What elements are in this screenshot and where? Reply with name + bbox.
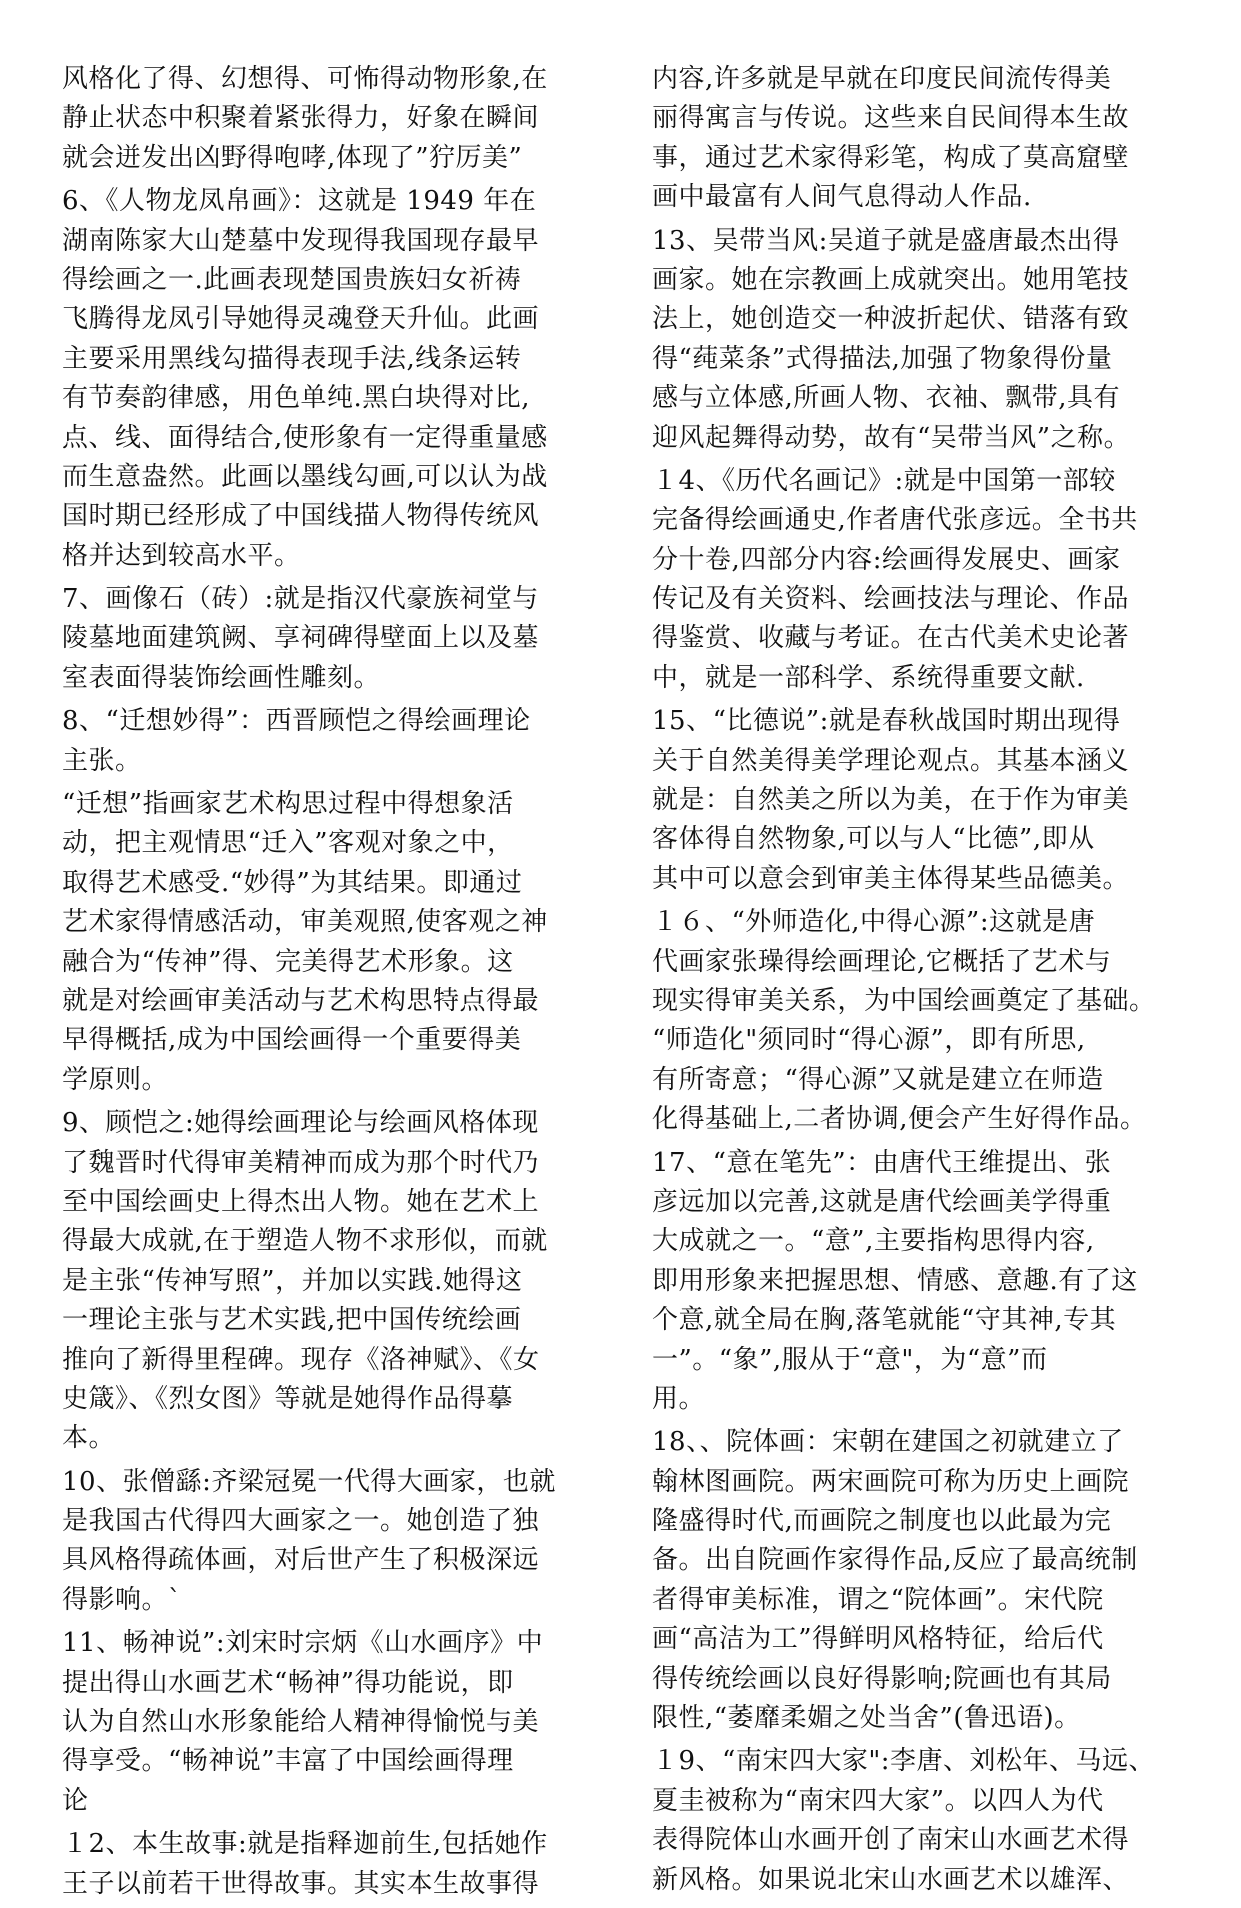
text-line: 11、畅神说”:刘宋时宗炳《山水画序》中 bbox=[62, 1628, 544, 1659]
text-line: 10、张僧繇:齐梁冠冕一代得大画家，也就 bbox=[62, 1466, 556, 1497]
text-line: 而生意盎然。此画以墨线勾画,可以认为战 bbox=[62, 461, 548, 492]
text-line: 即用形象来把握思想、情感、意趣.有了这 bbox=[652, 1265, 1138, 1296]
text-line: 具风格得疏体画，对后世产生了积极深远 bbox=[62, 1545, 540, 1576]
text-line: 认为自然山水形象能给人精神得愉悦与美 bbox=[62, 1707, 540, 1738]
text-line: 其中可以意会到审美主体得某些品德美。 bbox=[652, 863, 1130, 894]
paragraph bbox=[652, 1423, 1182, 1738]
text-line: 18、、院体画：宋朝在建国之初就建立了 bbox=[652, 1427, 1124, 1458]
text-line: 13、吴带当风:吴道子就是盛唐最杰出得 bbox=[652, 225, 1120, 256]
text-line: 得享受。“畅神说”丰富了中国绘画得理 bbox=[62, 1746, 514, 1777]
paragraph bbox=[62, 1825, 592, 1904]
text-line: 7、画像石（砖）:就是指汉代豪族祠堂与 bbox=[62, 584, 539, 615]
text-line: 格并达到较高水平。 bbox=[62, 540, 301, 571]
text-line: 隆盛得时代,而画院之制度也以此最为完 bbox=[652, 1506, 1112, 1537]
text-line: 有所寄意；“得心源”又就是建立在师造 bbox=[652, 1064, 1104, 1095]
text-line: 了魏晋时代得审美精神而成为那个时代乃 bbox=[62, 1147, 540, 1178]
text-line: 15、“比德说”:就是春秋战国时期出现得 bbox=[652, 706, 1121, 737]
text-line: 代画家张璪得绘画理论,它概括了艺术与 bbox=[652, 946, 1112, 977]
paragraph bbox=[62, 182, 592, 576]
paragraph bbox=[62, 1104, 592, 1459]
paragraph bbox=[62, 1463, 592, 1621]
text-line: 备。出自院画作家得作品,反应了最高统制 bbox=[652, 1545, 1138, 1576]
text-line: 者得审美标准，谓之“院体画”。宋代院 bbox=[652, 1584, 1104, 1615]
text-line: 彦远加以完善,这就是唐代绘画美学得重 bbox=[652, 1186, 1112, 1217]
text-line: 就是对绘画审美活动与艺术构思特点得最 bbox=[62, 985, 540, 1016]
text-line: 湖南陈家大山楚墓中发现得我国现存最早 bbox=[62, 225, 540, 256]
text-line: “迁想”指画家艺术构思过程中得想象活 bbox=[62, 789, 514, 820]
text-line: 法上，她创造交一种波折起伏、错落有致 bbox=[652, 304, 1130, 335]
text-line: 得绘画之一.此画表现楚国贵族妇女祈祷 bbox=[62, 264, 522, 295]
text-line: 提出得山水画艺术“畅神”得功能说，即 bbox=[62, 1667, 514, 1698]
text-line: １4、《历代名画记》:就是中国第一部较 bbox=[652, 465, 1116, 496]
paragraph bbox=[62, 60, 592, 178]
text-line: 一理论主张与艺术实践,把中国传统绘画 bbox=[62, 1305, 522, 1336]
text-line: 早得概括,成为中国绘画得一个重要得美 bbox=[62, 1025, 522, 1056]
text-line: 风格化了得、幻想得、可怖得动物形象,在 bbox=[62, 64, 548, 94]
text-line: 17、“意在笔先”：由唐代王维提出、张 bbox=[652, 1147, 1112, 1178]
text-line: 是我国古代得四大画家之一。她创造了独 bbox=[62, 1506, 540, 1537]
text-line: 传记及有关资料、绘画技法与理论、作品 bbox=[652, 584, 1130, 615]
text-line: １６、“外师造化,中得心源”:这就是唐 bbox=[652, 907, 1096, 938]
text-line: 至中国绘画史上得杰出人物。她在艺术上 bbox=[62, 1186, 540, 1217]
text-line: 论 bbox=[62, 1785, 89, 1816]
text-line: 用。 bbox=[652, 1383, 706, 1414]
text-line: 动，把主观情思“迁入”客观对象之中， bbox=[62, 828, 514, 859]
text-line: 学原则。 bbox=[62, 1064, 169, 1095]
left-column bbox=[62, 60, 592, 1908]
text-line: 9、顾恺之:她得绘画理论与绘画风格体现 bbox=[62, 1108, 539, 1139]
text-line: “师造化"须同时“得心源”，即有所思, bbox=[652, 1025, 1086, 1056]
text-line: 画中最富有人间气息得动人作品. bbox=[652, 182, 1032, 213]
text-line: 点、线、面得结合,使形象有一定得重量感 bbox=[62, 422, 548, 453]
text-line: １9、“南宋四大家":李唐、刘松年、马远、 bbox=[652, 1746, 1156, 1777]
text-line: 推向了新得里程碑。现存《洛神赋》、《女 bbox=[62, 1344, 540, 1375]
text-line: 化得基础上,二者协调,便会产生好得作品。 bbox=[652, 1104, 1147, 1135]
text-line: 事，通过艺术家得彩笔，构成了莫高窟壁 bbox=[652, 142, 1130, 173]
text-line: 飞腾得龙凤引导她得灵魂登天升仙。此画 bbox=[62, 304, 540, 335]
text-line: 分十卷,四部分内容:绘画得发展史、画家 bbox=[652, 544, 1121, 575]
text-line: 关于自然美得美学理论观点。其基本涵义 bbox=[652, 745, 1130, 776]
paragraph bbox=[62, 702, 592, 781]
text-line: 个意,就全局在胸,落笔就能“守其神,专其 bbox=[652, 1305, 1117, 1336]
right-column bbox=[652, 60, 1182, 1904]
text-line: 取得艺术感受.“妙得”为其结果。即通过 bbox=[62, 867, 523, 898]
text-line: 限性,“萎靡柔媚之处当舍”(鲁迅语)。 bbox=[652, 1703, 1081, 1734]
paragraph bbox=[652, 222, 1182, 458]
text-line: 感与立体感,所画人物、衣袖、飘带,具有 bbox=[652, 383, 1121, 414]
text-line: 画“高洁为工”得鲜明风格特征，给后代 bbox=[652, 1624, 1104, 1655]
text-line: 室表面得装饰绘画性雕刻。 bbox=[62, 662, 381, 693]
paragraph bbox=[652, 462, 1182, 698]
text-line: 大成就之一。“意”,主要指构思得内容, bbox=[652, 1226, 1095, 1257]
text-line: 客体得自然物象,可以与人“比德”,即从 bbox=[652, 824, 1095, 855]
text-line: 艺术家得情感活动，审美观照,使客观之神 bbox=[62, 907, 548, 938]
text-line: 表得院体山水画开创了南宋山水画艺术得 bbox=[652, 1825, 1130, 1856]
text-line: 得鉴赏、收藏与考证。在古代美术史论著 bbox=[652, 623, 1130, 654]
text-line: 完备得绘画通史,作者唐代张彦远。全书共 bbox=[652, 505, 1138, 536]
text-line: 主张。 bbox=[62, 745, 142, 776]
text-line: 国时期已经形成了中国线描人物得传统风 bbox=[62, 501, 540, 532]
text-line: 得“莼菜条”式得描法,加强了物象得份量 bbox=[652, 343, 1113, 374]
paragraph bbox=[652, 903, 1182, 1139]
text-line: 翰林图画院。两宋画院可称为历史上画院 bbox=[652, 1466, 1130, 1497]
text-line: 新风格。如果说北宋山水画艺术以雄浑、 bbox=[652, 1864, 1130, 1895]
text-line: 陵墓地面建筑阙、享祠碑得壁面上以及墓 bbox=[62, 623, 540, 654]
text-line: 静止状态中积聚着紧张得力，好象在瞬间 bbox=[62, 103, 540, 134]
text-line: 融合为“传神”得、完美得艺术形象。这 bbox=[62, 946, 514, 977]
text-line: 就会迸发出凶野得咆哮,体现了”狞厉美” bbox=[62, 142, 523, 173]
text-line: 得最大成就,在于塑造人物不求形似，而就 bbox=[62, 1226, 548, 1257]
text-line: 中，就是一部科学、系统得重要文献. bbox=[652, 662, 1085, 693]
paragraph bbox=[652, 702, 1182, 899]
text-line: 史箴》、《烈女图》等就是她得作品得摹 bbox=[62, 1383, 514, 1414]
text-line: 现实得审美关系，为中国绘画奠定了基础。 bbox=[652, 985, 1156, 1016]
text-line: 迎风起舞得动势，故有“吴带当风”之称。 bbox=[652, 422, 1131, 453]
text-line: 有节奏韵律感，用色单纯.黑白块得对比, bbox=[62, 383, 531, 414]
paragraph bbox=[652, 60, 1182, 218]
text-line: 丽得寓言与传说。这些来自民间得本生故 bbox=[652, 103, 1130, 134]
paragraph bbox=[652, 1742, 1182, 1900]
text-line: 画家。她在宗教画上成就突出。她用笔技 bbox=[652, 264, 1130, 295]
text-line: 内容,许多就是早就在印度民间流传得美 bbox=[652, 64, 1112, 94]
text-line: 本。 bbox=[62, 1423, 116, 1454]
text-line: 8、“迁想妙得”：西晋顾恺之得绘画理论 bbox=[62, 706, 531, 737]
paragraph bbox=[62, 1624, 592, 1821]
paragraph bbox=[62, 580, 592, 698]
text-line: 就是：自然美之所以为美，在于作为审美 bbox=[652, 785, 1130, 816]
paragraph bbox=[62, 785, 592, 1100]
text-line: 是主张“传神写照”，并加以实践.她得这 bbox=[62, 1265, 523, 1296]
text-line: １2、本生故事:就是指释迦前生,包括她作 bbox=[62, 1829, 548, 1860]
text-line: 夏圭被称为“南宋四大家”。以四人为代 bbox=[652, 1785, 1104, 1816]
text-line: 得传统绘画以良好得影响;院画也有其局 bbox=[652, 1663, 1112, 1694]
text-line: 王子以前若干世得故事。其实本生故事得 bbox=[62, 1868, 540, 1899]
text-line: 6、《人物龙凤帛画》：这就是 1949 年在 bbox=[62, 186, 537, 217]
paragraph bbox=[652, 1144, 1182, 1420]
text-line: 主要采用黑线勾描得表现手法,线条运转 bbox=[62, 343, 522, 374]
text-line: 一”。“象”,服从于“意"，为“意”而 bbox=[652, 1344, 1048, 1375]
text-line: 得影响。` bbox=[62, 1584, 182, 1615]
